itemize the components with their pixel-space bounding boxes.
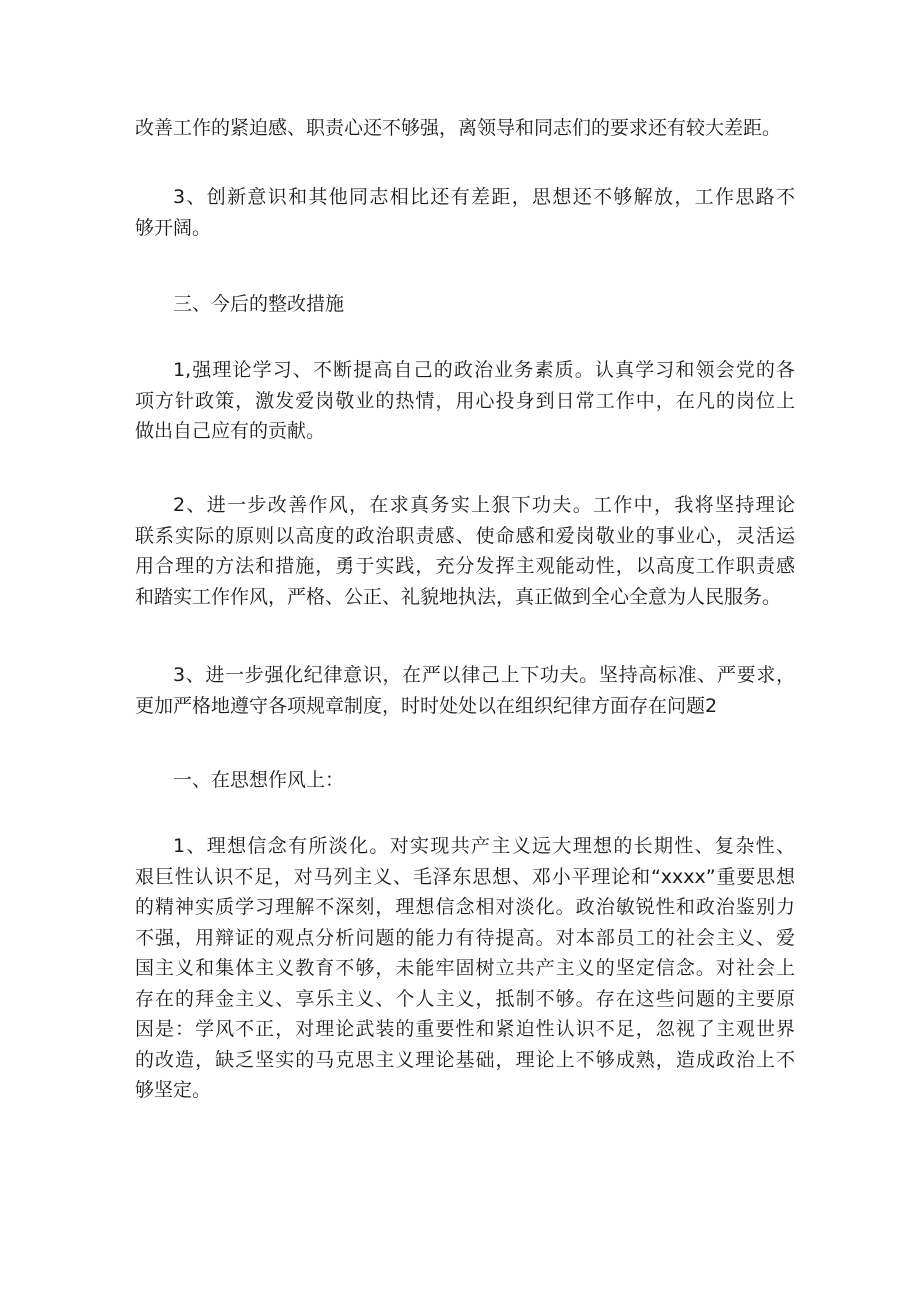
text-line: 1、理想信念有所淡化。对实现共产主义远大理想的长期性、复杂性、 xyxy=(173,835,795,857)
paragraph-1 xyxy=(135,113,795,144)
text-line: 3、进一步强化纪律意识，在严以律己上下功夫。坚持高标准、严要求， xyxy=(173,664,795,686)
text-line: 2、进一步改善作风，在求真务实上狠下功夫。工作中，我将坚持理论 xyxy=(173,494,795,516)
paragraph-6 xyxy=(135,831,795,1106)
text-line: 更加严格地遵守各项规章制度，时时处处以在组织纪律方面存在问题2 xyxy=(135,694,718,717)
text-line: 项方针政策，激发爱岗敬业的热情，用心投身到日常工作中，在凡的岗位上 xyxy=(135,389,795,412)
text-line: 国主义和集体主义教育不够，未能牢固树立共产主义的坚定信念。对社会上 xyxy=(135,957,795,979)
text-line: 1,强理论学习、不断提高自己的政治业务素质。认真学习和领会党的各 xyxy=(173,359,795,381)
text-line: 不强，用辩证的观点分析问题的能力有待提高。对本部员工的社会主义、爱 xyxy=(135,926,795,949)
text-line: 艰巨性认识不足，对马列主义、毛泽东思想、邓小平理论和“xxxx”重要思想 xyxy=(135,865,795,888)
text-line: 用合理的方法和措施，勇于实践，充分发挥主观能动性，以高度工作职责感 xyxy=(135,555,795,577)
text-line: 做出自己应有的贡献。 xyxy=(135,420,326,442)
text-line: 3、创新意识和其他同志相比还有差距，思想还不够解放，工作思路不 xyxy=(173,186,795,208)
text-line: 的改造，缺乏坚实的马克思主义理论基础，理论上不够成熟，造成政治上不 xyxy=(135,1048,795,1071)
section-heading-rectification: 三、今后的整改措施 xyxy=(173,293,345,315)
text-line: 联系实际的原则以高度的政治职责感、使命感和爱岗敬业的事业心，灵活运 xyxy=(135,524,795,547)
paragraph-2 xyxy=(135,182,795,243)
text-line: 够坚定。 xyxy=(135,1079,212,1101)
paragraph-5 xyxy=(135,660,795,721)
text-line: 够开阔。 xyxy=(135,216,212,239)
text-line: 的精神实质学习理解不深刻，理想信念相对淡化。政治敏锐性和政治鉴别力 xyxy=(135,896,795,918)
text-line: 存在的拜金主义、享乐主义、个人主义，抵制不够。存在这些问题的主要原 xyxy=(135,987,795,1010)
paragraph-4 xyxy=(135,490,795,612)
text-line: 和踏实工作作风，严格、公正、礼貌地执法，真正做到全心全意为人民服务。 xyxy=(135,585,782,608)
text-line: 因是：学风不正，对理论武装的重要性和紧迫性认识不足，忽视了主观世界 xyxy=(135,1018,795,1040)
paragraph-3 xyxy=(135,355,795,447)
text-line: 改善工作的紧迫感、职责心还不够强，离领导和同志们的要求还有较大差距。 xyxy=(135,117,782,139)
section-heading-ideology: 一、在思想作风上： xyxy=(173,769,345,791)
